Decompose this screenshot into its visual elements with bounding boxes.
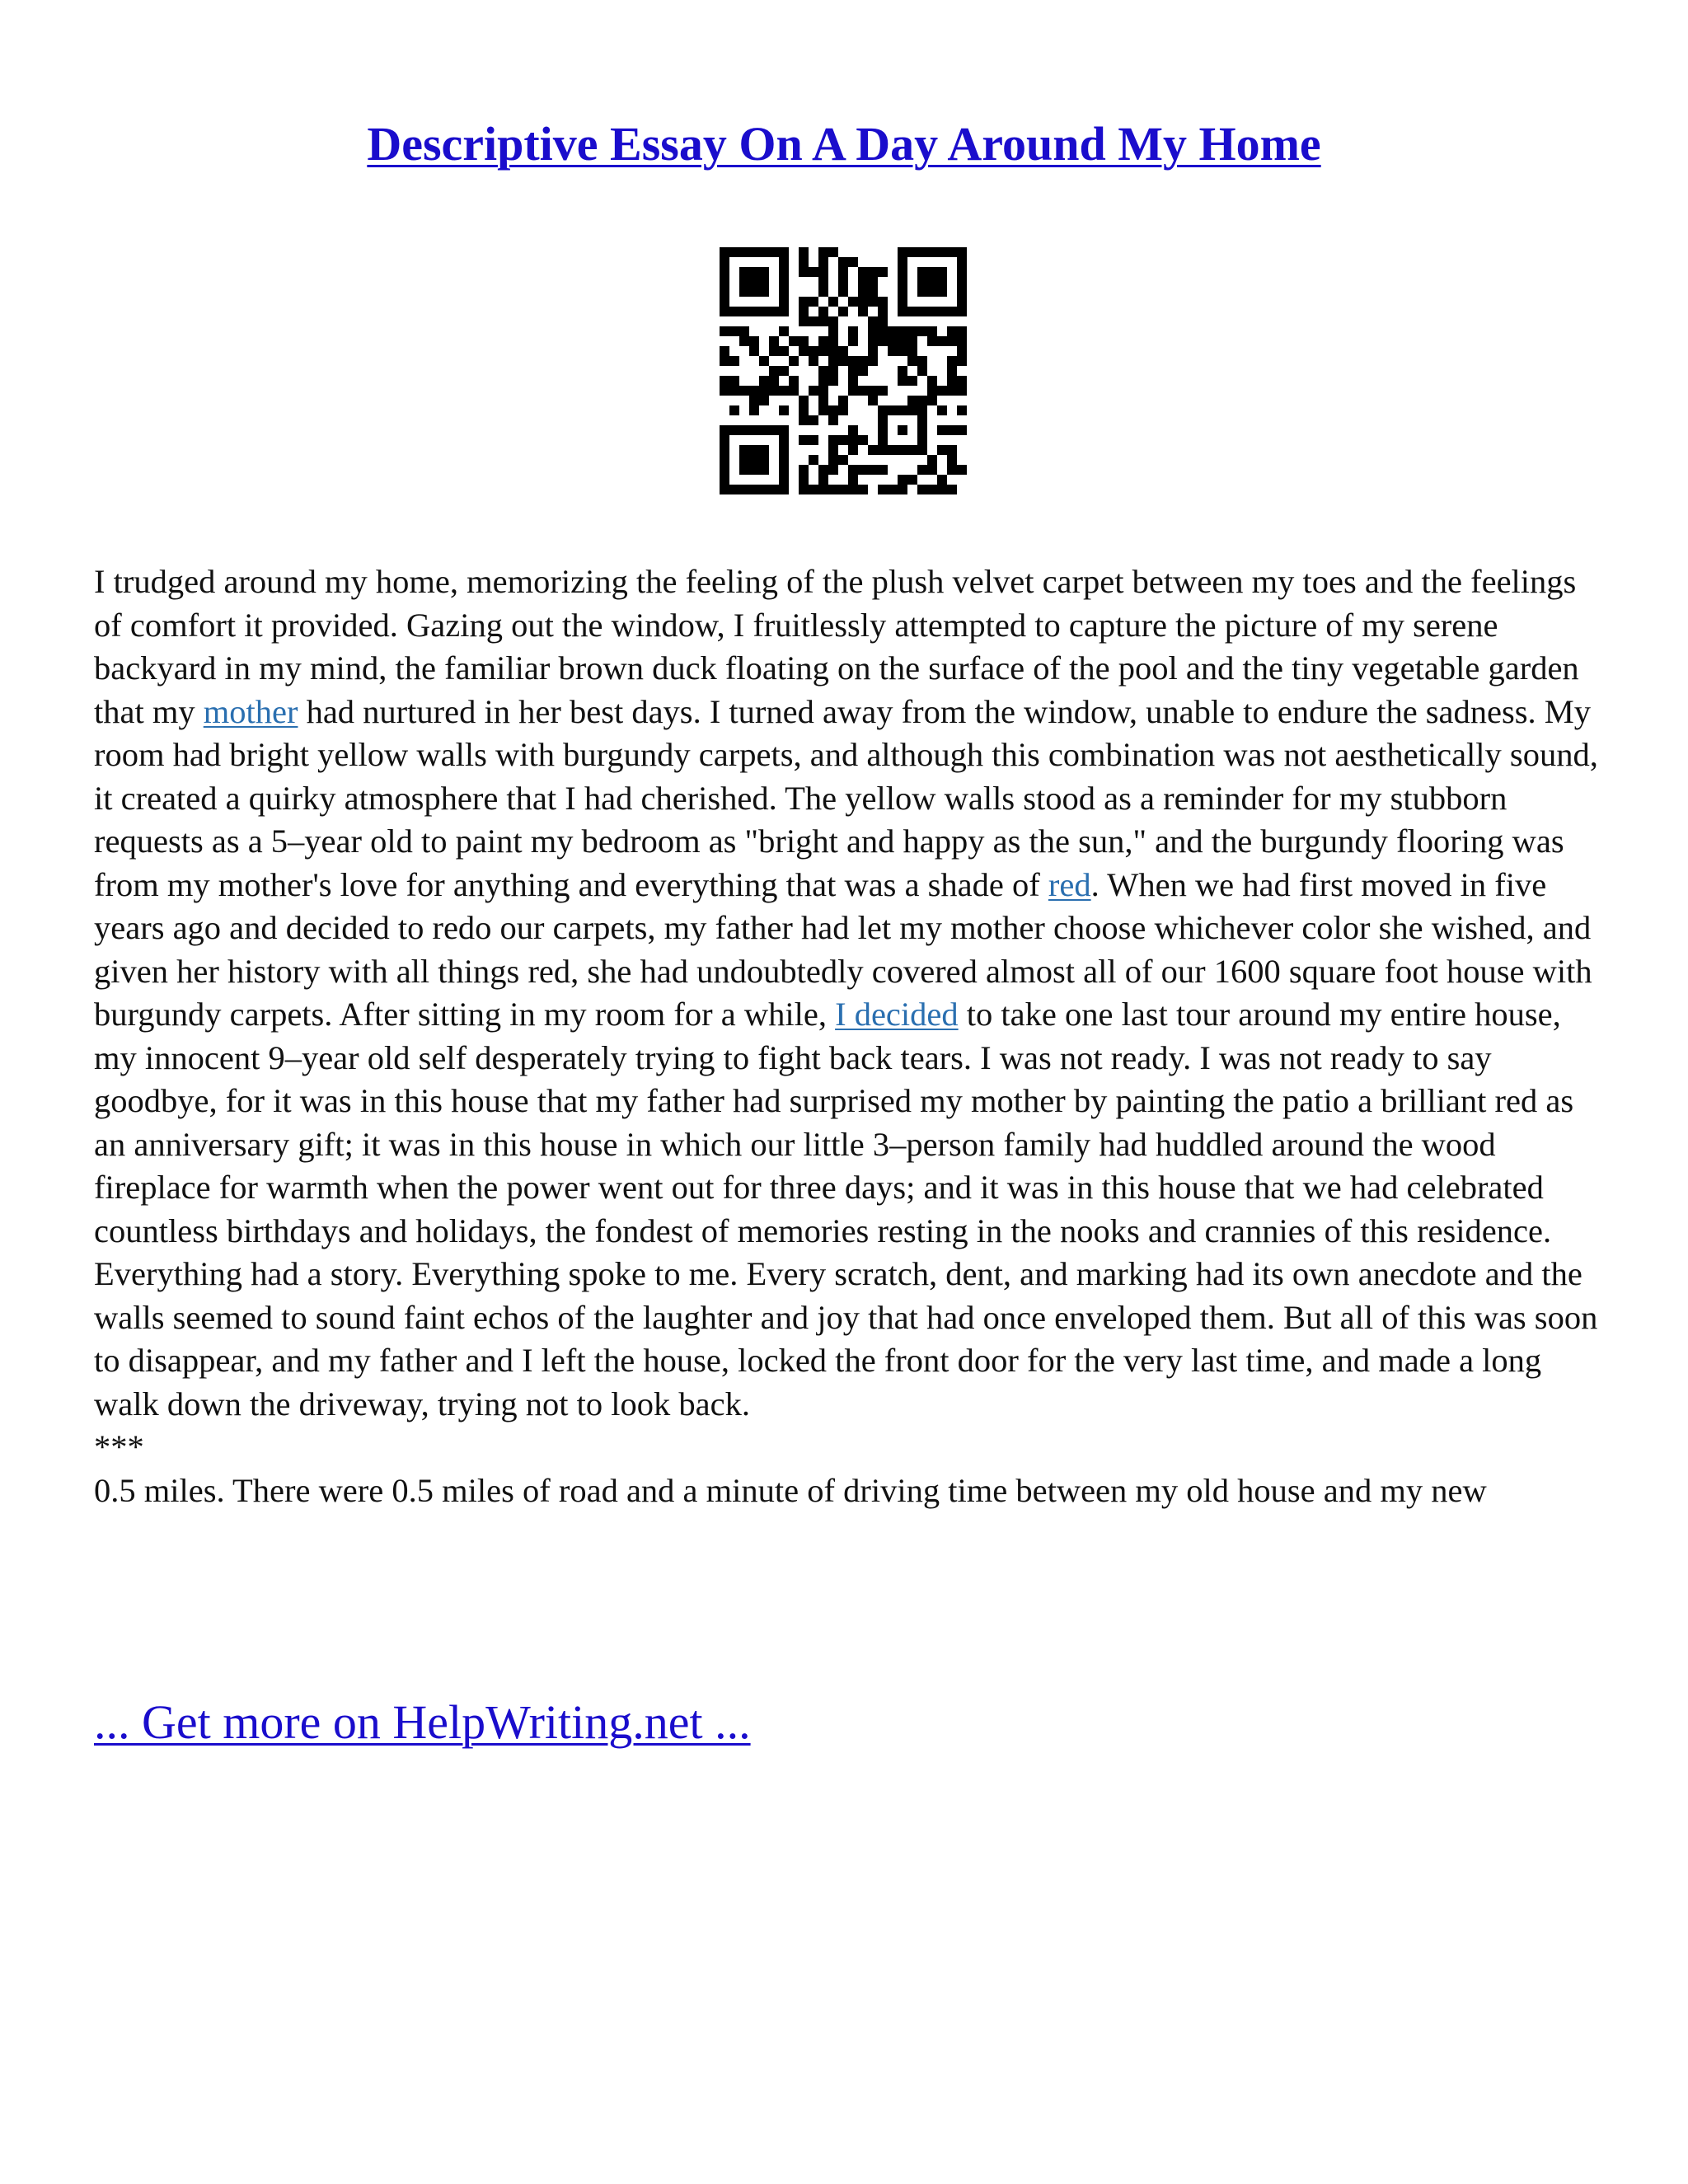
essay-body	[94, 560, 1602, 1512]
document-title	[0, 115, 1688, 173]
title-link[interactable]: Descriptive Essay On A Day Around My Home	[367, 117, 1321, 171]
red-link[interactable]: red	[1048, 865, 1091, 903]
essay-text-segment: I trudged around my home, memorizing the feeling of the plush velvet carpet between my toes and the feelings of comfort it provided. Gazing out the window, I fruitlessly attempted to capture the picture of my serene backyard in my mind, the familiar brown duck floating on the surface of the pool and the tiny vegetable garden that my	[94, 563, 1579, 730]
essay-paragraph-2: 0.5 miles. There were 0.5 miles of road and a minute of driving time between my old house and my new	[94, 1471, 1487, 1509]
qr-code-icon	[720, 247, 967, 494]
essay-text-segment: . When we had first moved in five years ago and decided to redo our carpets, my father had let my mother choose whichever color she wished, and given her history with all things red, she had undoubtedly covered almost all of our 1600 square foot house with burgundy carpets. After sitting in my room for a while,	[94, 865, 1592, 1033]
section-separator: ***	[94, 1428, 144, 1465]
mother-link[interactable]: mother	[203, 692, 298, 730]
essay-text-segment: had nurtured in her best days. I turned away from the window, unable to endure the sadness. My room had bright yellow walls with burgundy carpets, and although this combination was not aesthetically sound, it created a quirky atmosphere that I had cherished. The yellow walls stood as a reminder for my stubborn requests as a 5–year old to paint my bedroom as "bright and happy as the sun," and the burgundy flooring was from my mother's love for anything and everything that was a shade of	[94, 692, 1598, 903]
i-decided-link[interactable]: I decided	[835, 996, 959, 1033]
essay-text-segment: to take one last tour around my entire house, my innocent 9–year old self desperately trying to fight back tears. I was not ready. I was not ready to say goodbye, for it was in this house that my father had surprised my mother by painting the patio a brilliant red as an anniversary gift; it was in this house in which our little 3–person family had huddled around the wood fireplace for warmth when the power went out for three days; and it was in this house that we had celebrated countless birthdays and holidays, the fondest of memories resting in the nooks and crannies of this residence. Everything had a story. Everything spoke to me. Every scratch, dent, and marking had its own anecdote and the walls seemed to sound faint echos of the laughter and joy that had once enveloped them. But all of this was soon to disappear, and my father and I left the house, locked the front door for the very last time, and made a long walk down the driveway, trying not to look back.	[94, 996, 1598, 1422]
get-more-link[interactable]: ... Get more on HelpWriting.net ...	[94, 1695, 751, 1749]
essay-paragraph-1	[94, 560, 1602, 1426]
more-link-container	[94, 1694, 751, 1751]
